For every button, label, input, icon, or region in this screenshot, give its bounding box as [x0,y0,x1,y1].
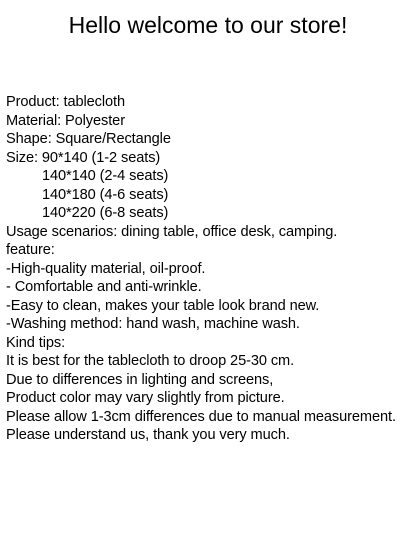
feature-heading: feature: [6,242,55,258]
product-description [6,93,414,445]
material-line: Material: Polyester [6,112,125,129]
size-line: 140*220 (6-8 seats) [42,205,169,221]
feature-item: -Easy to clean, makes your table look brand new. [6,297,320,314]
feature-item: -Washing method: hand wash, machine wash. [6,316,300,332]
tip-item: Please allow 1-3cm differences due to manual measurement. [6,408,396,425]
tip-item: Due to differences in lighting and screens, [6,371,274,388]
feature-item: -High-quality material, oil-proof. [6,260,206,277]
feature-item: - Comfortable and anti-wrinkle. [6,279,202,295]
size-line: 140*180 (4-6 seats) [42,186,169,203]
usage-line: Usage scenarios: dining table, office desk, camping. [6,223,338,240]
tip-item: Please understand us, thank you very much. [6,427,290,443]
welcome-heading: Hello welcome to our store! [68,12,348,38]
tip-item: Product color may vary slightly from picture. [6,390,285,406]
product-line: Product: tablecloth [6,94,125,110]
shape-line: Shape: Square/Rectangle [6,131,171,147]
tip-item: It is best for the tablecloth to droop 25-30 cm. [6,353,295,369]
tips-heading: Kind tips: [6,334,66,351]
size-line: Size: 90*140 (1-2 seats) [6,149,161,166]
size-line: 140*140 (2-4 seats) [42,168,169,184]
